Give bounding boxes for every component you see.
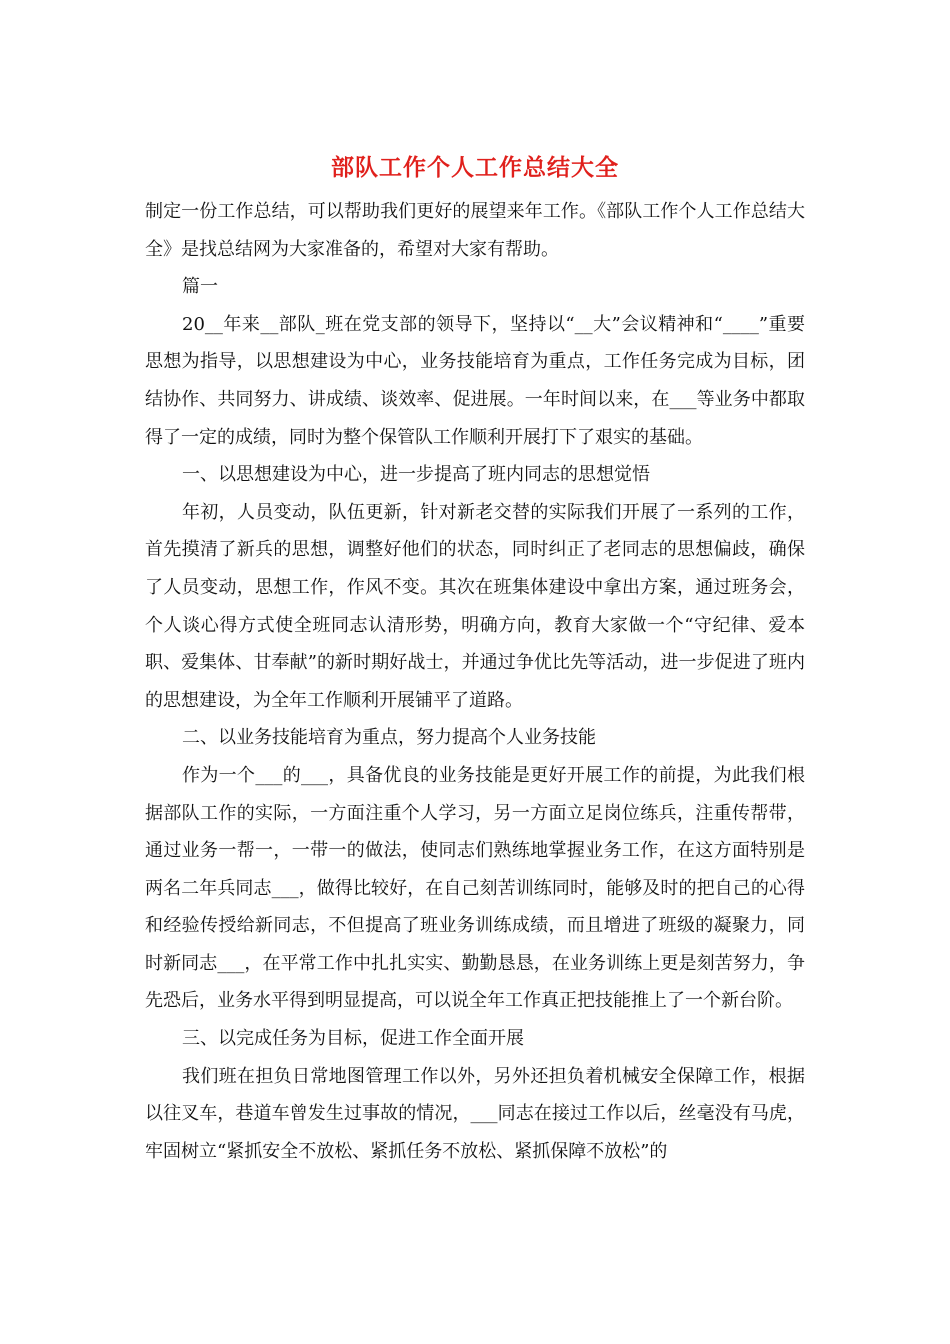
section-heading: 一、以思想建设为中心，进一步提高了班内同志的思想觉悟 [182, 464, 650, 486]
body-paragraph: 20__年来__部队_班在党支部的领导下，坚持以“__大”会议精神和“____”重要思想为指导，以思想建设为中心，业务技能培育为重点，工作任务完成为目标，团结协作、共同努力、讲成绩、谈效率、促进展。一年时间以来，在___等业务中都取得了一定的成绩，同时为整个保管队工作顺利开展打下了艰实的基础。 [145, 313, 805, 448]
document-body [145, 193, 805, 1170]
section-label: 篇一 [182, 276, 218, 298]
intro-paragraph: 制定一份工作总结，可以帮助我们更好的展望来年工作。《部队工作个人工作总结大全》是找总结网为大家准备的，希望对大家有帮助。 [145, 201, 805, 260]
body-paragraph: 作为一个___的___，具备优良的业务技能是更好开展工作的前提，为此我们根据部队工作的实际，一方面注重个人学习，另一方面立足岗位练兵，注重传帮带，通过业务一帮一，一带一的做法，使同志们熟练地掌握业务工作，在这方面特别是两名二年兵同志___，做得比较好，在自己刻苦训练同时，能够及时的把自己的心得和经验传授给新同志，不但提高了班业务训练成绩，而且增进了班级的凝聚力，同时新同志___，在平常工作中扎扎实实、勤勤恳恳，在业务训练上更是刻苦努力，争先恐后，业务水平得到明显提高，可以说全年工作真正把技能推上了一个新台阶。 [145, 764, 805, 1012]
body-paragraph: 年初，人员变动，队伍更新，针对新老交替的实际我们开展了一系列的工作，首先摸清了新兵的思想，调整好他们的状态，同时纠正了老同志的思想偏歧，确保了人员变动，思想工作，作风不变。其次在班集体建设中拿出方案，通过班务会，个人谈心得方式使全班同志认清形势，明确方向，教育大家做一个“守纪律、爱本职、爱集体、甘奉献”的新时期好战士，并通过争优比先等活动，进一步促进了班内的思想建设，为全年工作顺利开展铺平了道路。 [145, 501, 805, 711]
section-heading: 二、以业务技能培育为重点，努力提高个人业务技能 [182, 727, 596, 749]
body-paragraph: 我们班在担负日常地图管理工作以外，另外还担负着机械安全保障工作，根据以往叉车，巷道车曾发生过事故的情况，___同志在接过工作以后，丝毫没有马虎，牢固树立“紧抓安全不放松、紧抓任务不放松、紧抓保障不放松”的 [145, 1065, 805, 1162]
section-heading: 三、以完成任务为目标，促进工作全面开展 [182, 1028, 524, 1050]
document-title: 部队工作个人工作总结大全 [331, 154, 619, 181]
